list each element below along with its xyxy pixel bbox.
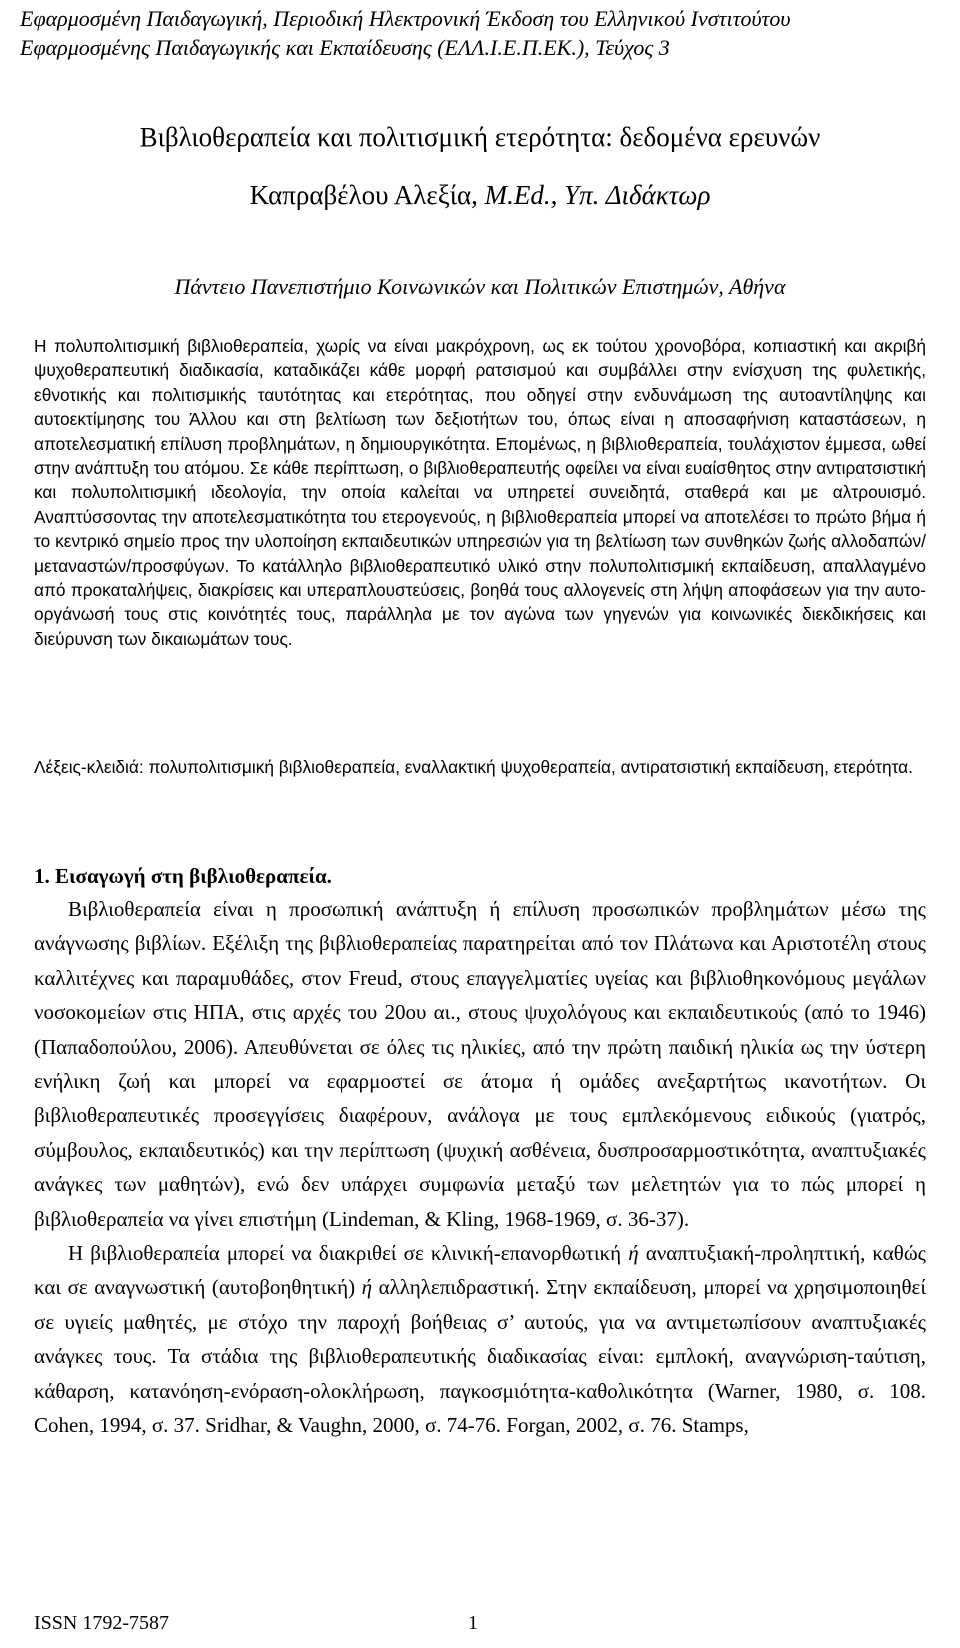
- abstract: Η πολυπολιτισμική βιβλιοθεραπεία, χωρίς να είναι μακρόχρονη, ως εκ τούτου χρονοβόρα, κοπιαστική και ακριβή ψυχοθεραπευτική διαδικασία, καταδικάζει κάθε μορφή ρατσισμού και συμβάλλει στην ενίσχυση της φυλετικής, εθνοτικής και πολιτισμικής ταυτότητας και ετερότητας, που οδηγεί στην ενδυνάμωση της αυτοαντίληψης και αυτοεκτίμησης του Άλλου και στη βελτίωση των δεξιοτήτων του, όπως είναι η αποσαφήνιση καταστάσεων, η αποτελεσματική επίλυση προβλημάτων, η δημιουργικότητα. Επομένως, η βιβλιοθεραπεία, τουλάχιστον έμμεσα, ωθεί στην ανάπτυξη του ατόμου. Σε κάθε περίπτωση, ο βιβλιοθεραπευτής οφείλει να είναι ευαίσθητος στην αντιρατσιστική και πολυπολιτισμική ιδεολογία, την οποία καλείται να υπηρετεί συνειδητά, σταθερά και με αλτρουισμό. Αναπτύσσοντας την αποτελεσματικότητα του ετερογενούς, η βιβλιοθεραπεία μπορεί να αποτελέσει το πρώτο βήμα ή το κεντρικό σημείο προς την υλοποίηση εκπαιδευτικών υπηρεσιών για τη βελτίωση των συνθηκών ζωής αλλοδαπών/μεταναστών/προσφύγων. Το κατάλληλο βιβλιοθεραπευτικό υλικό στην πολυπολιτισμική εκπαίδευση, απαλλαγμένο από προκαταλήψεις, διακρίσεις και υπεραπλουστεύσεις, βοηθά τους αλλογενείς στη λήψη αποφάσεων για την αυτο-οργάνωσή τους στις κοινότητές τους, παράλληλα με τον αγώνα των γηγενών για κοινωνικές διεκδικήσεις και διεύρυνση των δικαιωμάτων τους.: [34, 336, 926, 649]
- journal-header-line1: Εφαρμοσμένη Παιδαγωγική, Περιοδική Ηλεκτρονική Έκδοση του Ελληνικού Ινστιτούτου: [20, 6, 791, 31]
- issn-number: ISSN 1792-7587: [34, 1612, 170, 1634]
- paragraph-2-or-1: ή: [628, 1241, 639, 1266]
- journal-header: [20, 4, 940, 62]
- paragraph-2: [34, 1236, 926, 1442]
- keywords: Λέξεις-κλειδιά: πολυπολιτισμική βιβλιοθεραπεία, εναλλακτική ψυχοθεραπεία, αντιρατσιστική εκπαίδευση, ετερότητα.: [34, 757, 913, 777]
- page-number: 1: [468, 1612, 478, 1634]
- paragraph-2-or-2: ή: [361, 1275, 373, 1300]
- article-title: Βιβλιοθεραπεία και πολιτισμική ετερότητα: δεδομένα ερευνών: [139, 122, 821, 152]
- body-text: [34, 892, 926, 1443]
- paragraph-2-part-c: αλληλεπιδραστική. Στην εκπαίδευση, μπορεί να χρησιμοποιηθεί σε υγιείς μαθητές, με στόχο την παροχή βοήθειας σ’ αυτούς, για να αντιμετωπίσουν αναπτυξιακές ανάγκες τους. Τα στάδια της βιβλιοθεραπευτικής διαδικασίας είναι: εμπλοκή, αναγνώριση-ταύτιση, κάθαρση, κατανόηση-ενόραση-ολοκλήρωση, παγκοσμιότητα-καθολικότητα (Warner, 1980, σ. 108. Cohen, 1994, σ. 37. Sridhar, & Vaughn, 2000, σ. 74-76. Forgan, 2002, σ. 76. Stamps,: [34, 1275, 926, 1438]
- author-affiliation: Πάντειο Πανεπιστήμιο Κοινωνικών και Πολιτικών Επιστημών, Αθήνα: [174, 274, 786, 299]
- section-heading: 1. Εισαγωγή στη βιβλιοθεραπεία.: [34, 864, 332, 888]
- paragraph-2-part-b: αναπτυξιακή-προληπτική, καθώς και σε αναγνωστική (αυτοβοηθητική): [34, 1241, 926, 1300]
- author-name: Καπραβέλου Αλεξία,: [249, 180, 485, 210]
- paragraph-2-part-a: Η βιβλιοθεραπεία μπορεί να διακριθεί σε κλινική-επανορθωτική: [68, 1241, 629, 1266]
- paragraph-1: Βιβλιοθεραπεία είναι η προσωπική ανάπτυξη ή επίλυση προσωπικών προβλημάτων μέσω της ανάγνωσης βιβλίων. Εξέλιξη της βιβλιοθεραπείας παρατηρείται από τον Πλάτωνα και Αριστοτέλη στους καλλιτέχνες και παραμυθάδες, στον Freud, στους επαγγελματίες υγείας και βιβλιοθηκονόμους μεγάλων νοσοκομείων στις ΗΠΑ, στις αρχές του 20ου αι., στους ψυχολόγους και εκπαιδευτικούς (από το 1946) (Παπαδοπούλου, 2006). Απευθύνεται σε όλες τις ηλικίες, από την πρώτη παιδική ηλικία ως την ύστερη ενήλικη ζωή και μπορεί να εφαρμοστεί σε άτομα ή ομάδες ανεξαρτήτως ικανοτήτων. Οι βιβλιοθεραπευτικές προσεγγίσεις διαφέρουν, ανάλογα με τους εμπλεκόμενους ειδικούς (γιατρός, σύμβουλος, εκπαιδευτικός) και την περίπτωση (ψυχική ασθένεια, δυσπροσαρμοστικότητα, αναπτυξιακές ανάγκες των μαθητών), ενώ δεν υπάρχει συμφωνία μεταξύ των μελετητών για το πώς μπορεί η βιβλιοθεραπεία να γίνει επιστήμη (Lindeman, & Kling, 1968-1969, σ. 36-37).: [34, 897, 926, 1231]
- journal-header-line2: Εφαρμοσμένης Παιδαγωγικής και Εκπαίδευσης (ΕΛΛ.Ι.Ε.Π.ΕΚ.), Τεύχος 3: [20, 35, 670, 60]
- author-degree: M.Ed., Υπ. Διδάκτωρ: [484, 180, 711, 210]
- author-line: [0, 178, 960, 212]
- page-footer: [0, 1612, 960, 1642]
